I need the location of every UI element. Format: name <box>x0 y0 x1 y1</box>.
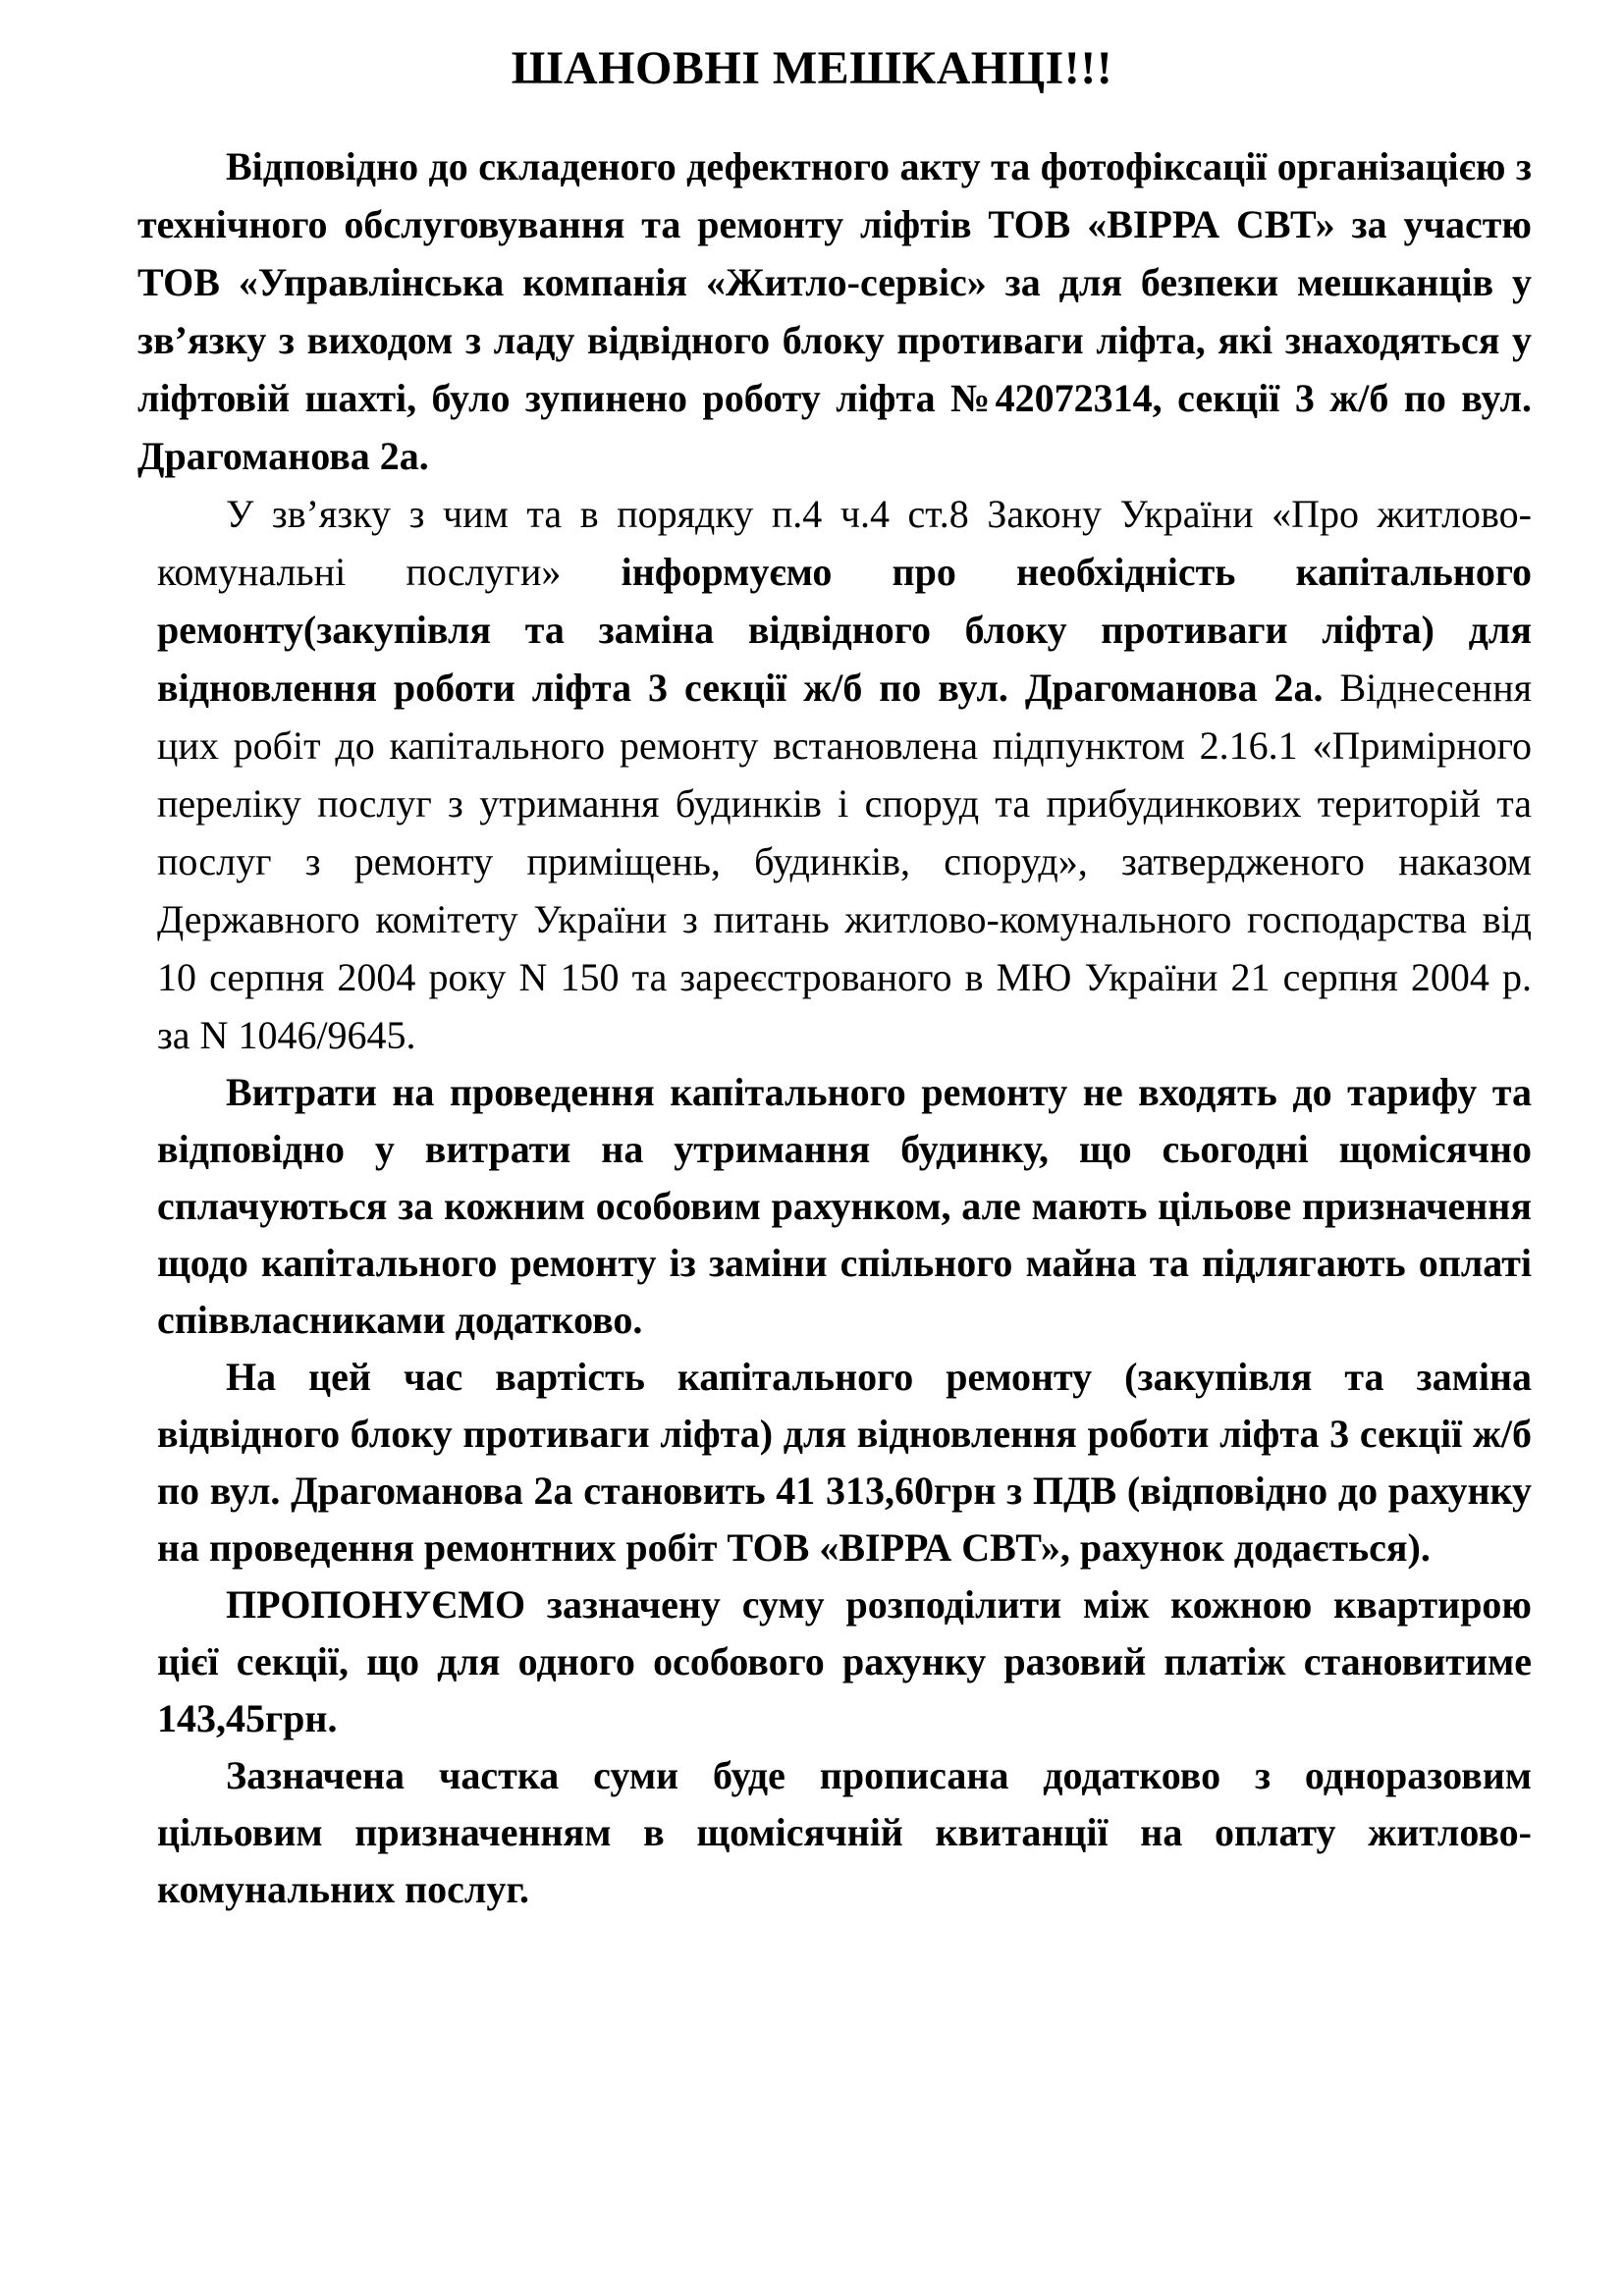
legal-basis-notice: інформуємо про необхідність капітального ремонту(закупівля та заміна відвідного блоку противаги ліфта) для відновлення роботи ліфта 3 секції ж/б по вул. Драгоманова 2а. <box>157 550 1533 710</box>
paragraph-billing: Зазначена частка суми буде прописана додатково з одноразовим цільовим призначенням в щомісячній квитанції на оплату житлово-комунальних послуг. <box>157 1753 1532 1911</box>
paragraph-repair-cost: На цей час вартість капітального ремонту (закупівля та заміна відвідного блоку противаги ліфта) для відновлення роботи ліфта 3 секції ж/б по вул. Драгоманова 2а становить 41 313,60грн з ПДВ (відповідно до рахунку на проведення ремонтних робіт ТОВ «ВІРРА СВТ», рахунок додається). <box>157 1355 1532 1570</box>
paragraph-legal-basis <box>157 485 1532 1064</box>
legal-basis-intro: У зв’язку з чим та в порядку п.4 ч.4 ст.8 Закону України «Про житлово-комунальні послуги» <box>157 492 1532 594</box>
paragraph-costs: Витрати на проведення капітального ремонту не входять до тарифу та відповідно у витрати на утримання будинку, що сьогодні щомісячно сплачуються за кожним особовим рахунком, але мають цільове призначення щодо капітального ремонту із заміни спільного майна та підлягають оплаті співвласниками додатково. <box>157 1070 1532 1342</box>
document-title: ШАНОВНІ МЕШКАНЦІ!!! <box>511 42 1113 94</box>
paragraph-defect-act: Відповідно до складеного дефектного акту та фотофіксації організацією з технічного обслуговування та ремонту ліфтів ТОВ «ВІРРА СВТ» за участю ТОВ «Управлінська компанія «Житло-сервіс» за для безпеки мешканців у зв’язку з виходом з ладу відвідного блоку противаги ліфта, які знаходяться у ліфтовій шахті, було зупинено роботу ліфта №42072314, секції 3 ж/б по вул. Драгоманова 2а. <box>137 144 1532 478</box>
paragraph-proposal: ПРОПОНУЄМО зазначену суму розподілити між кожною квартирою цієї секції, що для одного особового рахунку разовий платіж становитиме 143,45грн. <box>157 1582 1532 1740</box>
legal-basis-reference: Віднесення цих робіт до капітального ремонту встановлена підпунктом 2.16.1 «Примірного переліку послуг з утримання будинків і споруд та прибудинкових територій та послуг з ремонту приміщень, будинків, споруд», затвердженого наказом Державного комітету України з питань житлово-комунального господарства від 10 серпня 2004 року N 150 та зареєстрованого в МЮ України 21 серпня 2004 р. за N 1046/9645. <box>157 666 1533 1057</box>
document-body <box>137 137 1532 1918</box>
